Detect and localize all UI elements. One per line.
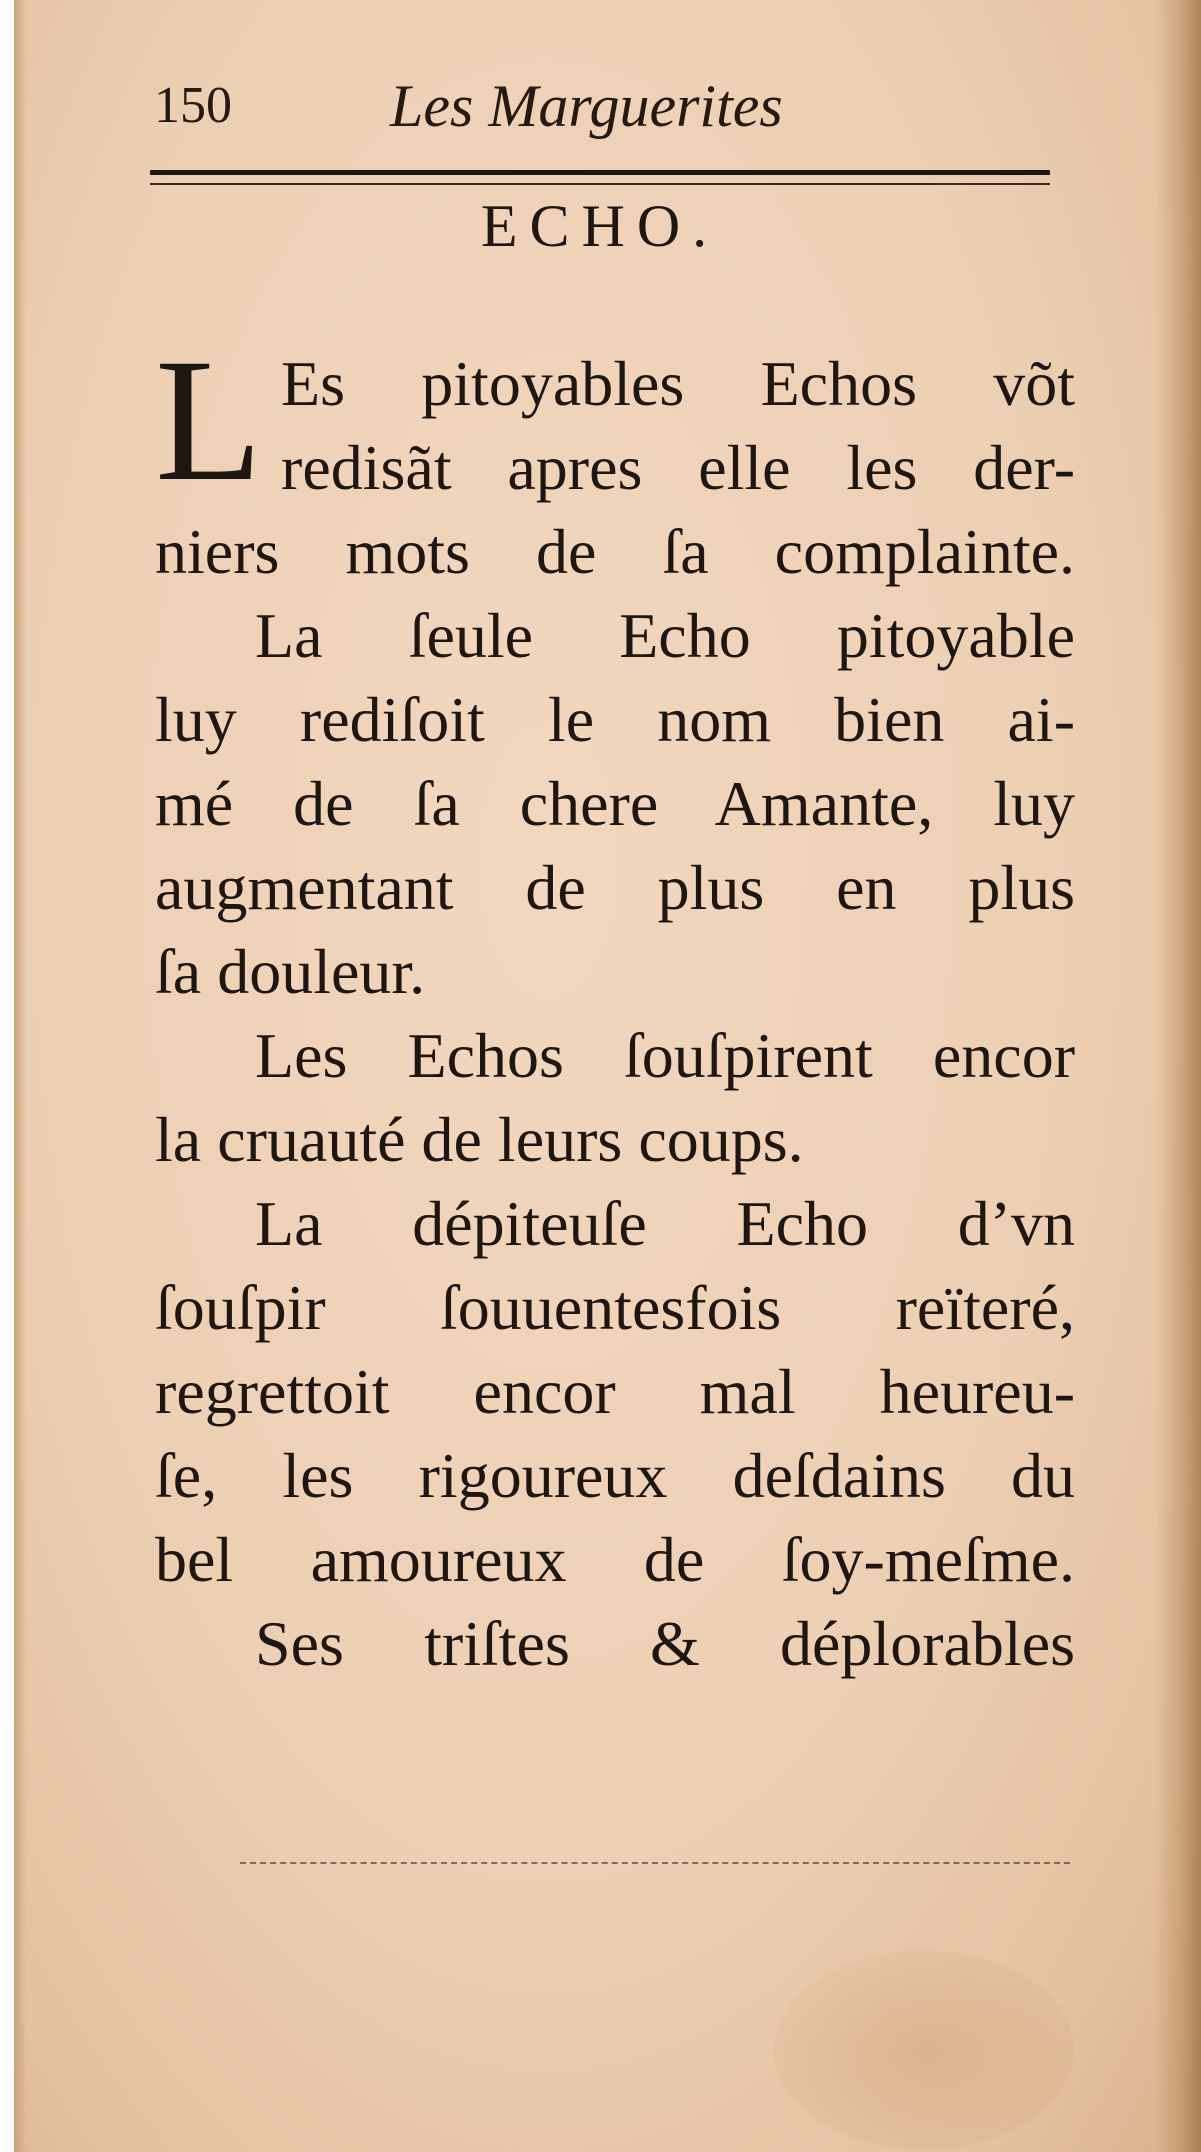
body-text [155,323,1075,1686]
text-line: ſe, les rigoureux deſdains du [155,1440,1075,1511]
text-line: Les Echos ſouſpirent encor [255,1020,1075,1091]
text-line: bel amoureux de ſoy-meſme. [155,1524,1075,1595]
paragraph-3 [155,1014,1075,1182]
text-line: mé de ſa chere Amante, luy [155,768,1075,839]
page-header [150,70,1050,140]
paragraph-1 [155,323,1075,594]
paragraph-4 [155,1182,1075,1602]
paper-stain [774,1950,1074,2150]
text-line: La dépiteuſe Echo d’vn [255,1188,1075,1259]
text-line: regrettoit encor mal heureu- [155,1356,1075,1427]
text-line: niers mots de ſa complainte. [155,516,1075,587]
text-line: ſa douleur. [155,936,426,1007]
paragraph-5 [155,1602,1075,1686]
drop-cap: L [155,323,263,518]
page-number: 150 [154,77,232,134]
text-line: La ſeule Echo pitoyable [255,600,1075,671]
text-line: ſouſpir ſouuentesfois reïteré, [155,1272,1075,1343]
footer-rule [240,1862,1070,1864]
text-line: redisãt apres elle les der- [281,432,1075,503]
running-title: Les Marguerites [390,73,783,139]
paragraph-2 [155,594,1075,1014]
text-line: augmentant de plus en plus [155,852,1075,923]
text-line: Es pitoyables Echos võt [281,348,1075,419]
text-line: Ses triſtes & déplorables [255,1608,1075,1679]
text-line: la cruauté de leurs coups. [155,1104,804,1175]
header-rule [150,170,1050,185]
page-left-shadow [14,0,26,2152]
section-title: ECHO. [480,193,720,259]
text-line: luy rediſoit le nom bien ai- [155,684,1075,755]
page-right-edge [1155,0,1201,2152]
